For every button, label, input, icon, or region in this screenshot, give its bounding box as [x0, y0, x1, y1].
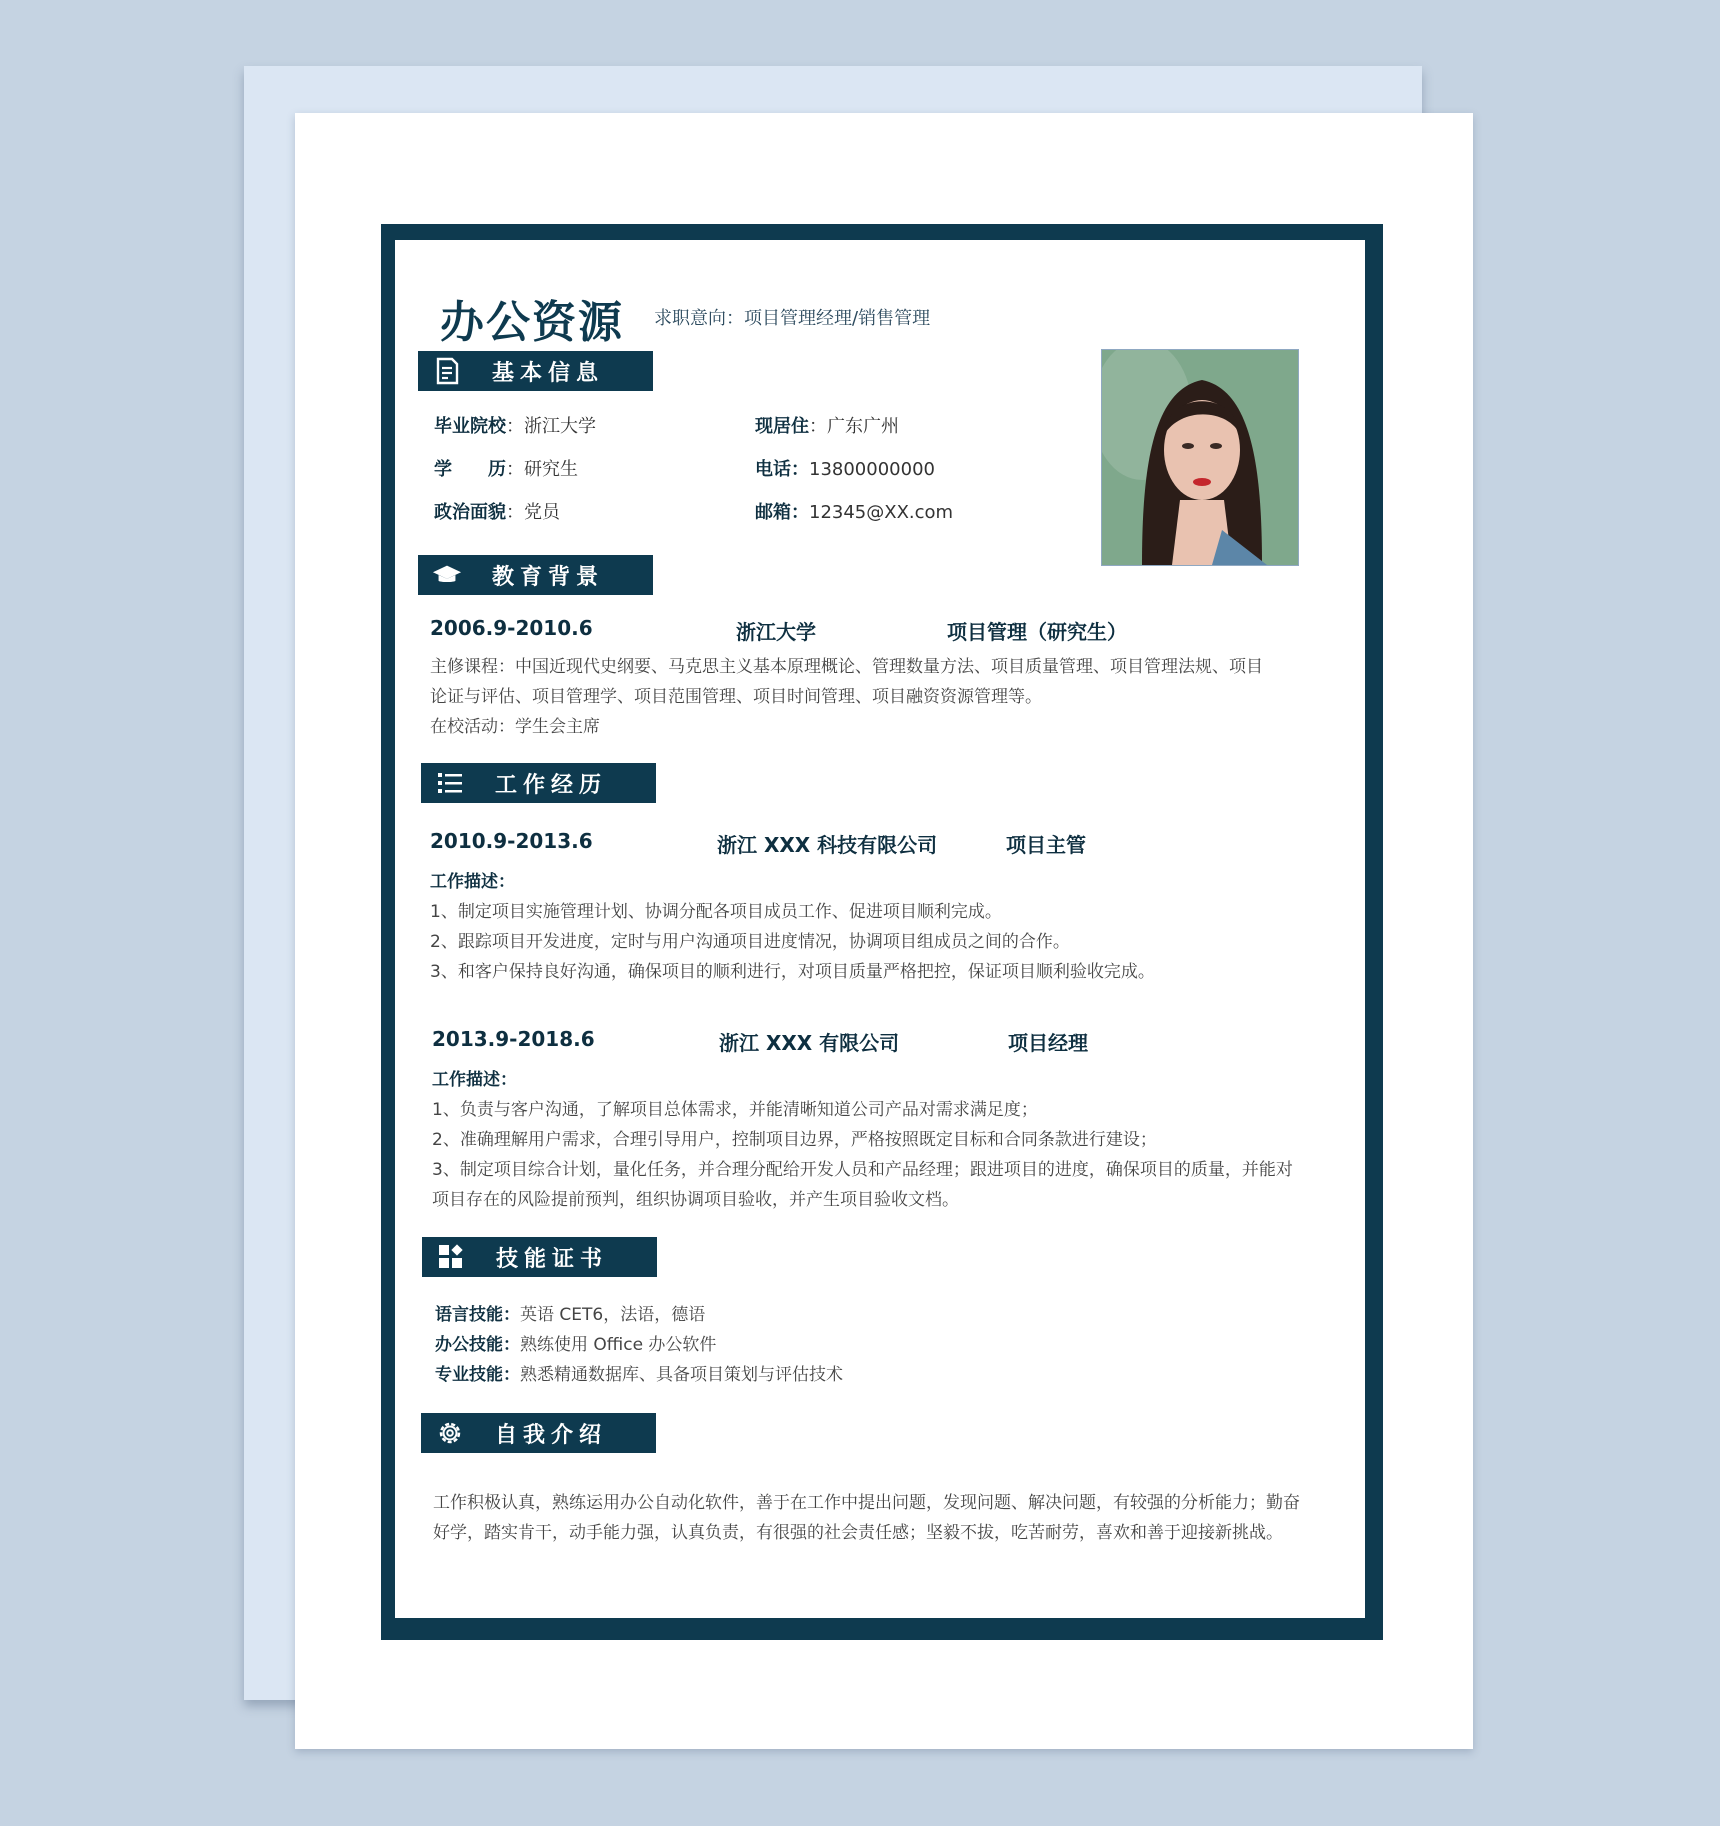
resume-name: 办公资源: [440, 297, 624, 348]
intro-text: [433, 1488, 1333, 1548]
section-title: 工作经历: [495, 772, 608, 798]
section-basic-info: [418, 351, 653, 391]
work-details: [430, 867, 1330, 987]
work-position: 项目经理: [1008, 1031, 1088, 1055]
section-title: 教育背景: [492, 564, 605, 590]
section-intro: [421, 1413, 656, 1453]
graduation-cap-icon: [432, 560, 462, 590]
section-title: 自我介绍: [495, 1422, 608, 1448]
resume-page: [295, 113, 1473, 1749]
grid-icon: [436, 1242, 466, 1272]
work-company: 浙江 XXX 有限公司: [719, 1031, 900, 1055]
work-desc-label: 工作描述：: [432, 1070, 517, 1090]
info-value: ：浙江大学: [506, 416, 596, 437]
info-label: 政治面貌: [434, 502, 506, 523]
text-line: 在校活动：学生会主席: [430, 717, 600, 737]
section-skills: [422, 1237, 657, 1277]
job-intent: 求职意向：项目管理经理/销售管理: [654, 308, 931, 329]
info-label: 现居住: [755, 416, 809, 437]
text-line: 1、制定项目实施管理计划、协调分配各项目成员工作、促进项目顺利完成。: [430, 902, 1002, 922]
info-email: [755, 498, 953, 524]
profile-photo: [1101, 349, 1299, 566]
edu-major: 项目管理（研究生）: [947, 620, 1127, 644]
info-politics: [434, 498, 560, 524]
info-school: [434, 412, 596, 438]
section-education: [418, 555, 653, 595]
skills-list: [435, 1300, 1335, 1390]
document-icon: [432, 356, 462, 386]
edu-details: [430, 652, 1330, 742]
text-line: 3、制定项目综合计划，量化任务，并合理分配给开发人员和产品经理；跟进项目的进度，确保项目的质量，并能对: [432, 1160, 1293, 1180]
info-label: 邮箱：: [755, 502, 809, 523]
resume-frame: [381, 224, 1383, 1640]
section-title: 基本信息: [492, 360, 605, 386]
skill-label: 办公技能：: [435, 1335, 520, 1355]
work-details: [432, 1065, 1332, 1215]
text-line: 主修课程：中国近现代史纲要、马克思主义基本原理概论、管理数量方法、项目质量管理、项目管理法规、项目: [430, 657, 1263, 677]
skill-value: 英语 CET6，法语，德语: [520, 1305, 706, 1325]
info-residence: [755, 412, 899, 438]
info-label: 电话：: [755, 459, 809, 480]
text-line: 工作积极认真，熟练运用办公自动化软件，善于在工作中提出问题，发现问题、解决问题，有较强的分析能力；勤奋: [433, 1493, 1300, 1513]
section-work: [421, 763, 656, 803]
info-degree: [434, 455, 578, 481]
skill-label: 语言技能：: [435, 1305, 520, 1325]
skill-label: 专业技能：: [435, 1365, 520, 1385]
info-label: 学 历: [434, 459, 506, 480]
text-line: 2、跟踪项目开发进度，定时与用户沟通项目进度情况，协调项目组成员之间的合作。: [430, 932, 1070, 952]
text-line: 好学，踏实肯干，动手能力强，认真负责，有很强的社会责任感；坚毅不拔，吃苦耐劳，喜欢和善于迎接新挑战。: [433, 1523, 1283, 1543]
work-period: 2013.9-2018.6: [432, 1027, 595, 1051]
text-line: 论证与评估、项目管理学、项目范围管理、项目时间管理、项目融资资源管理等。: [430, 687, 1042, 707]
skill-value: 熟悉精通数据库、具备项目策划与评估技术: [520, 1365, 843, 1385]
gear-icon: [435, 1418, 465, 1448]
work-company: 浙江 XXX 科技有限公司: [717, 833, 938, 857]
skill-item: [435, 1360, 1335, 1390]
skill-item: [435, 1330, 1335, 1360]
info-label: 毕业院校: [434, 416, 506, 437]
info-value: ：党员: [506, 502, 560, 523]
work-desc-label: 工作描述：: [430, 872, 515, 892]
skill-value: 熟练使用 Office 办公软件: [520, 1335, 717, 1355]
info-value: ：研究生: [506, 459, 578, 480]
skill-item: [435, 1300, 1335, 1330]
info-value: 13800000000: [809, 459, 935, 480]
edu-period: 2006.9-2010.6: [430, 616, 593, 640]
text-line: 3、和客户保持良好沟通，确保项目的顺利进行，对项目质量严格把控，保证项目顺利验收完成。: [430, 962, 1155, 982]
list-icon: [435, 768, 465, 798]
resume-content: [395, 240, 1365, 1618]
text-line: 1、负责与客户沟通，了解项目总体需求，并能清晰知道公司产品对需求满足度；: [432, 1100, 1038, 1120]
work-position: 项目主管: [1006, 833, 1086, 857]
info-value: ：广东广州: [809, 416, 899, 437]
info-value: 12345@XX.com: [809, 502, 954, 523]
work-period: 2010.9-2013.6: [430, 829, 593, 853]
text-line: 2、准确理解用户需求，合理引导用户，控制项目边界，严格按照既定目标和合同条款进行建设；: [432, 1130, 1157, 1150]
text-line: 项目存在的风险提前预判，组织协调项目验收，并产生项目验收文档。: [432, 1190, 959, 1210]
info-phone: [755, 455, 935, 481]
edu-school: 浙江大学: [736, 620, 816, 644]
section-title: 技能证书: [496, 1246, 609, 1272]
